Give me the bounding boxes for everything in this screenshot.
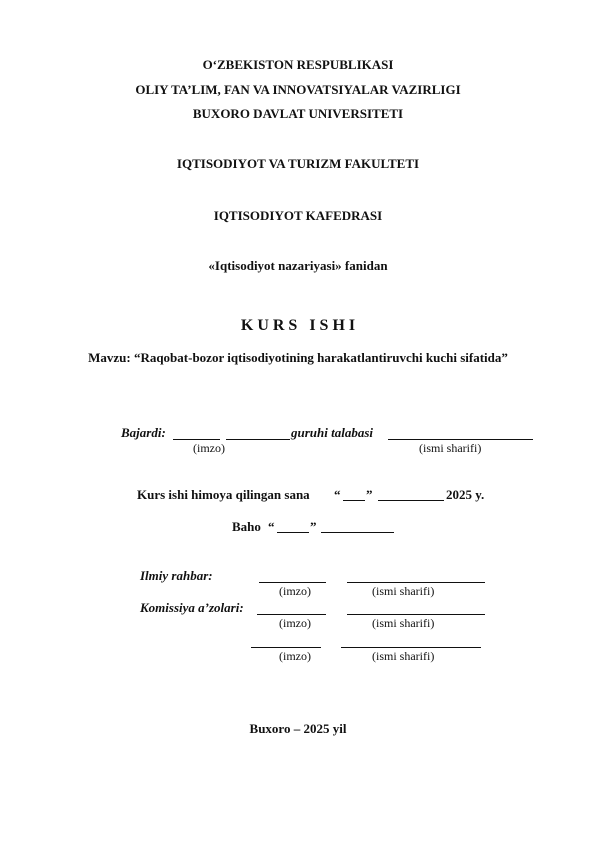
commission-name-caption-1: (ismi sharifi)	[372, 616, 435, 630]
commission-label: Komissiya a’zolari:	[140, 600, 244, 615]
defense-month-line	[378, 500, 444, 501]
grade-word-line	[321, 532, 394, 533]
grade-label: Baho	[232, 519, 261, 534]
supervisor-sign-caption: (imzo)	[279, 584, 311, 598]
university-name: BUXORO DAVLAT UNIVERSITETI	[192, 106, 404, 121]
grade-score-line	[277, 532, 309, 533]
defense-year: 2025 y.	[446, 487, 485, 502]
supervisor-label: Ilmiy rahbar:	[140, 568, 213, 583]
performer-sign-line	[173, 439, 220, 440]
commission-name-line-2	[341, 647, 481, 648]
supervisor-sign-line	[259, 582, 326, 583]
supervisor-name-line	[347, 582, 485, 583]
performer-group-line	[226, 439, 290, 440]
commission-name-caption-2: (ismi sharifi)	[372, 649, 435, 663]
performer-name-line	[388, 439, 533, 440]
commission-sign-caption-1: (imzo)	[279, 616, 311, 630]
department-name: IQTISODIYOT KAFEDRASI	[213, 208, 383, 223]
document-title: K U R S I S H I	[240, 317, 356, 334]
commission-name-line-1	[347, 614, 485, 615]
performer-label: Bajardi:	[121, 425, 166, 440]
topic: Mavzu: “Raqobat-bozor iqtisodiyotining harakatlantiruvchi kuchi sifatida”	[88, 350, 508, 365]
performer-sign-caption: (imzo)	[193, 441, 225, 455]
ministry-name: OLIY TA’LIM, FAN VA INNOVATSIYALAR VAZIRLIGI	[135, 82, 461, 97]
commission-sign-line-1	[257, 614, 326, 615]
defense-label: Kurs ishi himoya qilingan sana	[137, 487, 310, 502]
commission-sign-caption-2: (imzo)	[279, 649, 311, 663]
subject-name: «Iqtisodiyot nazariyasi» fanidan	[208, 258, 388, 273]
grade-quote-open: “	[268, 519, 275, 534]
republic-name: O‘ZBEKISTON RESPUBLIKASI	[202, 57, 394, 72]
commission-sign-line-2	[251, 647, 321, 648]
faculty-name: IQTISODIYOT VA TURIZM FAKULTETI	[176, 156, 420, 171]
defense-quote-open: “	[334, 487, 341, 502]
supervisor-name-caption: (ismi sharifi)	[372, 584, 435, 598]
group-label: guruhi talabasi	[291, 425, 374, 440]
performer-name-caption: (ismi sharifi)	[419, 441, 482, 455]
grade-quote-close: ”	[310, 519, 317, 534]
defense-day-line	[343, 500, 365, 501]
place-and-year: Buxoro – 2025 yil	[249, 721, 347, 736]
defense-quote-close: ”	[366, 487, 373, 502]
